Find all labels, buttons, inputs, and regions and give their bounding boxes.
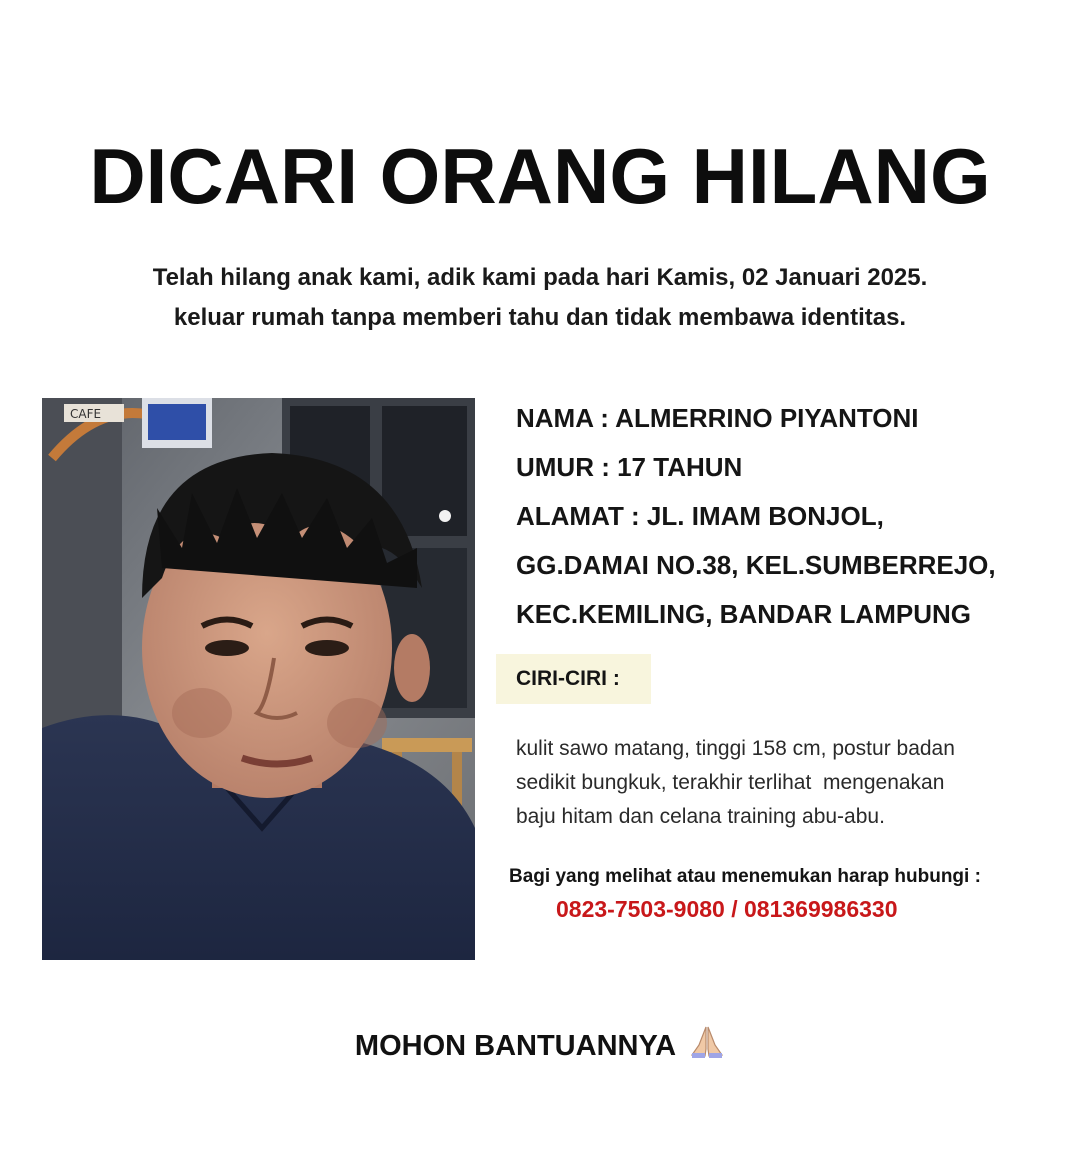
characteristics-text <box>516 732 1056 834</box>
characteristics-line-1: kulit sawo matang, tinggi 158 cm, postur badan <box>516 737 955 760</box>
characteristics-line-2: sedikit bungkuk, terakhir terlihat mengenakan <box>516 771 945 794</box>
cafe-sign: CAFE <box>70 407 102 421</box>
folded-hands-icon <box>689 1025 725 1072</box>
intro-line-2: keluar rumah tanpa memberi tahu dan tidak membawa identitas. <box>173 304 907 331</box>
address-line-1: ALAMAT : JL. IMAM BONJOL, <box>516 501 884 531</box>
intro-text <box>0 258 1080 338</box>
contact-label: Bagi yang melihat atau menemukan harap hubungi : <box>509 866 981 887</box>
footer-text: MOHON BANTUANNYA <box>354 1030 675 1062</box>
characteristics-badge: CIRI-CIRI : <box>496 654 651 704</box>
age-line: UMUR : 17 TAHUN <box>516 452 743 482</box>
address-line-3: KEC.KEMILING, BANDAR LAMPUNG <box>516 599 971 629</box>
address-line-2: GG.DAMAI NO.38, KEL.SUMBERREJO, <box>516 550 996 580</box>
footer-plea <box>0 1024 1080 1072</box>
characteristics-line-3: baju hitam dan celana training abu-abu. <box>516 805 885 828</box>
person-details <box>516 394 1076 639</box>
contact-phones: 0823-7503-9080 / 081369986330 <box>556 896 898 922</box>
intro-line-1: Telah hilang anak kami, adik kami pada hari Kamis, 02 Januari 2025. <box>152 264 928 291</box>
name-line: NAMA : ALMERRINO PIYANTONI <box>516 403 919 433</box>
poster-title: DICARI ORANG HILANG <box>89 132 991 220</box>
missing-person-photo <box>42 398 475 960</box>
